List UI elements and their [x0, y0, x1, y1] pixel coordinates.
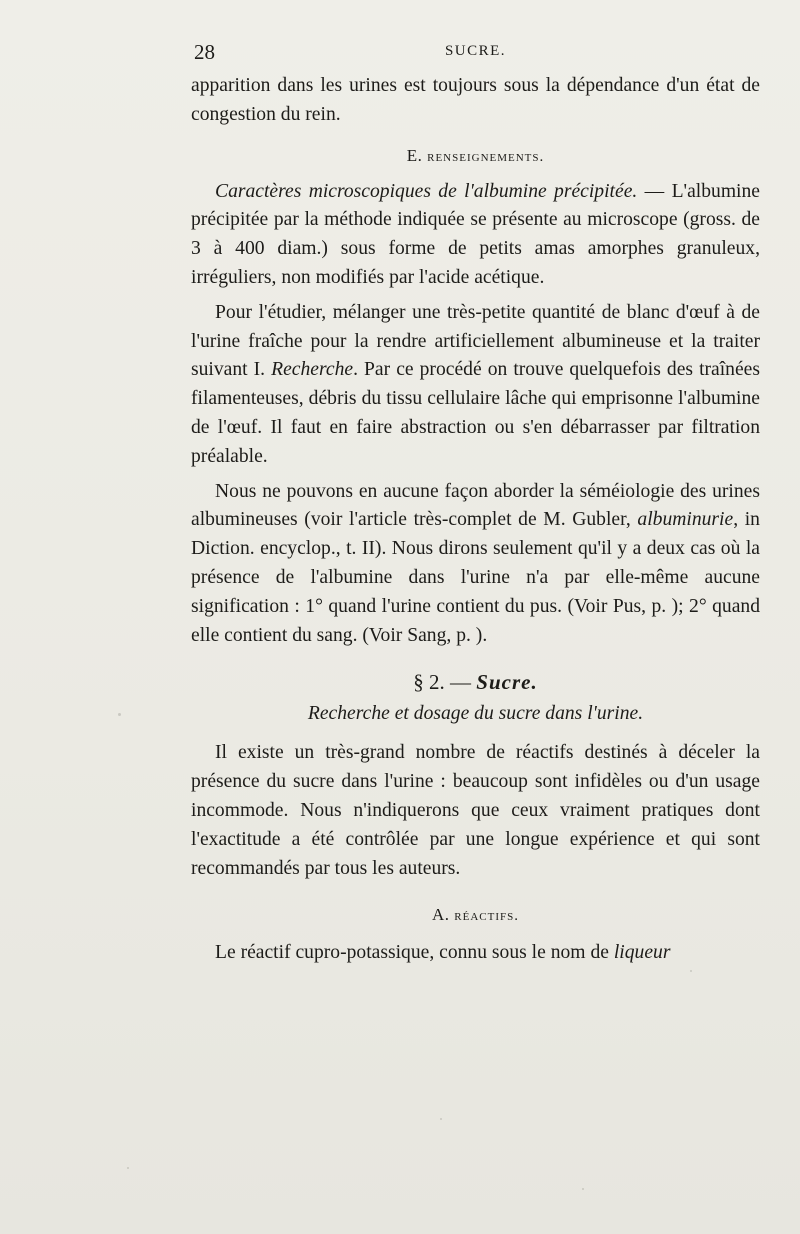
paragraph-emphasis: liqueur	[613, 942, 671, 964]
heading-renseignements	[191, 146, 760, 166]
paragraph-reference: Recherche	[271, 359, 354, 381]
paragraph-intro: apparition dans les urines est toujours sous la dépendance d'un état de congestion du rein.	[191, 75, 760, 125]
paragraph-caracteres	[191, 178, 760, 293]
heading-letter: A.	[432, 905, 450, 925]
section-subtitle: Recherche et dosage du sucre dans l'urine.	[307, 703, 644, 725]
paragraph-etudier	[191, 299, 760, 472]
section-heading	[191, 670, 760, 695]
paragraph-text-before: Nous ne pouvons en aucune façon aborder la séméiologie des urines albumineuses (voir l'article très-complet de M. Gubler,	[191, 480, 760, 531]
paragraph-reactifs-intro: Il existe un très-grand nombre de réactifs destinés à déceler la présence du sucre dans l'urine : beaucoup sont infidèles ou d'un usage incommode. Nous n'indiquerons que ceux vraiment pratiques dont l'exactitude a été contrôlée par une longue expérience et qui sont recommandés par tous les auteurs.	[191, 742, 760, 879]
running-title: SUCRE.	[444, 43, 507, 59]
paragraph-text-after: , in Diction. encyclop., t. II). Nous dirons seulement qu'il y a deux cas où la présence de l'albumine dans l'urine n'a par elle-même aucune signification : 1° quand l'urine contient du pus. (Voir Pus, p. ); 2° quand elle contient du sang. (Voir Sang, p. ).	[191, 509, 760, 646]
paragraph-semeiologie	[191, 478, 760, 651]
section-name: Sucre.	[476, 670, 538, 695]
paragraph-cupro	[191, 939, 760, 968]
heading-label: renseignements.	[427, 148, 545, 165]
heading-reactifs	[191, 905, 760, 925]
running-head	[191, 40, 760, 72]
paragraph-text: — L'albumine précipitée par la méthode indiquée se présente au microscope (gross. de 3 à 400 diam.) sous forme de petits amas amorphes granuleux, irréguliers, non modifiés par l'acide acétique.	[191, 180, 760, 288]
heading-label: réactifs.	[454, 908, 519, 925]
heading-letter: E.	[406, 145, 423, 165]
paragraph-text-before: Pour l'étudier, mélanger une très-petite quantité de blanc d'œuf à de l'urine fraîche pour la rendre artificiellement albumineuse et la traiter suivant I.	[191, 301, 760, 381]
page-number: 28	[194, 40, 215, 64]
paragraph-text: Le réactif cupro-potassique, connu sous le nom de	[215, 942, 614, 964]
section-number: § 2. —	[413, 670, 472, 695]
paragraph-text-after: . Par ce procédé on trouve quelquefois des traînées filamenteuses, débris du tissu cellulaire lâche qui emprisonne l'albumine de l'œuf. Il faut en faire abstraction ou s'en débarrasser par filtration préalable.	[191, 359, 760, 467]
text-column	[191, 40, 760, 968]
paragraph-lead: Caractères microscopiques de l'albumine précipitée.	[215, 180, 638, 202]
paragraph-reference: albuminurie	[637, 509, 734, 531]
